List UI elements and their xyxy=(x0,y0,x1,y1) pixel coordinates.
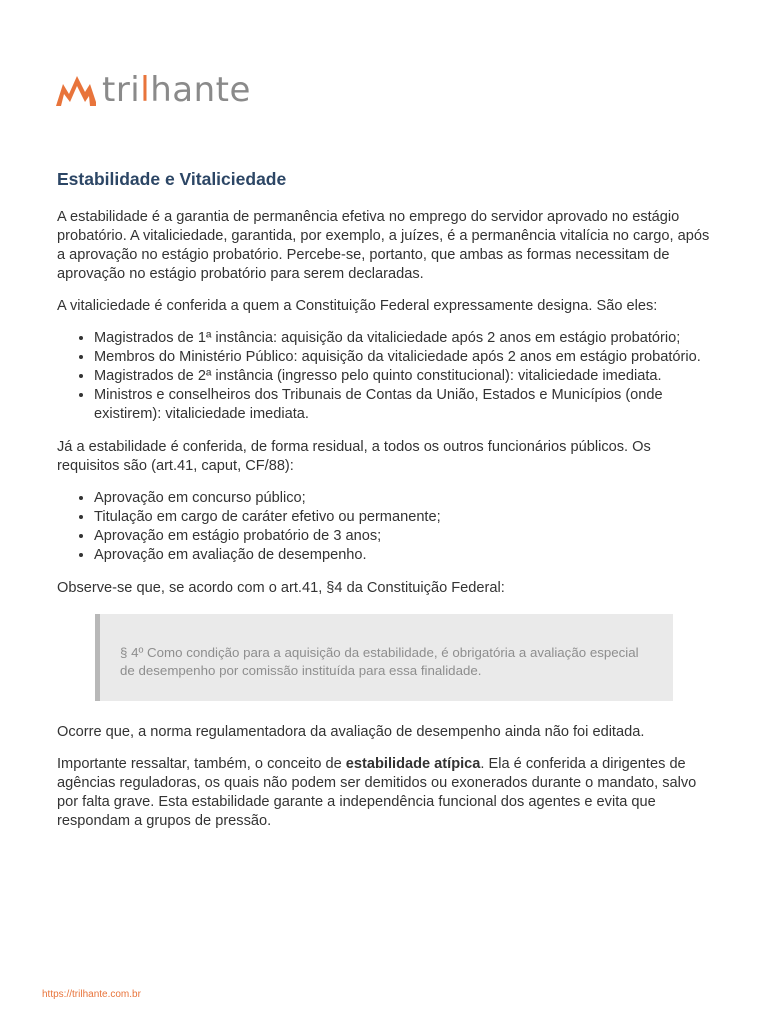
list-item: • Membros do Ministério Público: aquisição da vitaliciedade após 2 anos em estágio probatório. xyxy=(94,348,713,367)
observe-paragraph: Observe-se que, se acordo com o art.41, §4 da Constituição Federal: xyxy=(57,580,505,596)
list-item: • Magistrados de 2ª instância (ingresso pelo quinto constitucional): vitaliciedade imediata. xyxy=(94,367,713,386)
brand-name-start: tri xyxy=(102,70,141,110)
mountain-peaks-icon xyxy=(56,72,96,106)
intro-paragraph: A estabilidade é a garantia de permanência efetiva no emprego do servidor aprovado no estágio probatório. A vitaliciedade, garantida, por exemplo, a juízes, é a permanência vitalícia no cargo, após a aprovação no estágio probatório. Percebe-se, portanto, que ambas as formas necessitam de aprovação no estágio probatório para serem declaradas. xyxy=(57,209,710,282)
list-item: • Aprovação em concurso público; xyxy=(94,489,713,508)
constitution-quote: § 4º Como condição para a aquisição da estabilidade, é obrigatória a avaliação especial de desempenho por comissão instituída para essa finalidade. xyxy=(95,614,673,701)
atipica-text-end: . Ela é conferida a dirigentes de agências reguladoras, os quais não podem ser demitidos ou exonerados durante o mandato, salvo por falta grave. Esta estabilidade garante a independência funcional dos agentes e evita que respondam a grupos de pressão. xyxy=(57,756,697,829)
list-item: • Aprovação em avaliação de desempenho. xyxy=(94,546,713,565)
list-item: • Titulação em cargo de caráter efetivo ou permanente; xyxy=(94,508,713,527)
brand-wordmark xyxy=(102,70,251,110)
footer-url-link[interactable]: https://trilhante.com.br xyxy=(42,989,141,1000)
atipica-term: estabilidade atípica xyxy=(345,756,481,772)
article-title: Estabilidade e Vitaliciedade xyxy=(57,169,287,189)
brand-name-accent: l xyxy=(140,70,151,110)
list-item: • Magistrados de 1ª instância: aquisição da vitaliciedade após 2 anos em estágio probatório; xyxy=(94,329,713,348)
list-item: • Ministros e conselheiros dos Tribunais de Contas da União, Estados e Municípios (onde existirem): vitaliciedade imediata. xyxy=(94,386,713,424)
estabilidade-lead: Já a estabilidade é conferida, de forma residual, a todos os outros funcionários públicos. Os requisitos são (art.41, caput, CF/88): xyxy=(57,439,651,474)
list-item: • Aprovação em estágio probatório de 3 anos; xyxy=(94,527,713,546)
vitaliciedade-lead: A vitaliciedade é conferida a quem a Constituição Federal expressamente designa. São eles: xyxy=(57,298,658,314)
atipica-text-start: Importante ressaltar, também, o conceito de xyxy=(57,756,346,772)
article-content xyxy=(57,166,713,844)
vitaliciedade-list xyxy=(57,329,713,424)
brand-name-end: hante xyxy=(150,70,251,110)
norma-paragraph: Ocorre que, a norma regulamentadora da avaliação de desempenho ainda não foi editada. xyxy=(57,724,645,740)
atipica-paragraph xyxy=(57,755,713,831)
estabilidade-list xyxy=(57,489,713,565)
brand-logo xyxy=(56,68,251,112)
